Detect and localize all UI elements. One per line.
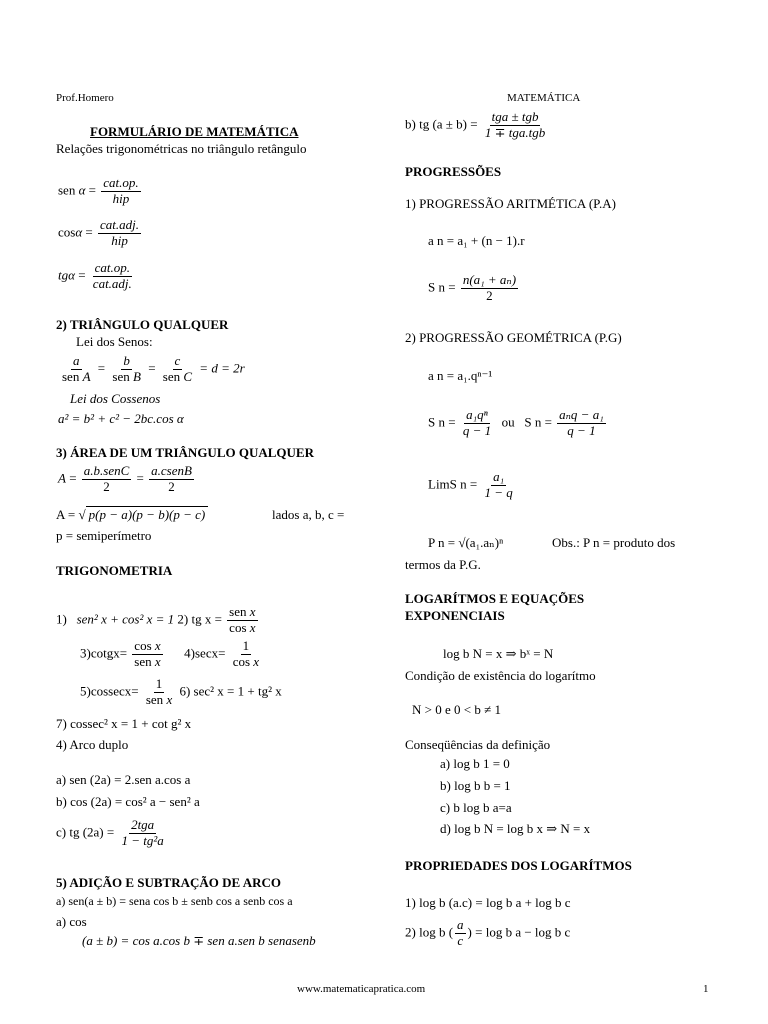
adicao-a: a) sen(a ± b) = sena cos b ± senb cos a senb cos a	[56, 894, 293, 908]
lados-label: lados a, b, c =	[272, 507, 345, 522]
pg-an: a n = a₁.qⁿ⁻¹	[428, 368, 493, 383]
subtitle: Relações trigonométricas no triângulo retângulo	[56, 141, 307, 156]
log-definition: log b N = x ⇒ bˣ = N	[443, 646, 554, 661]
pg-pn: P n = √(a₁.aₙ)ⁿ	[428, 535, 504, 550]
propriedades-title: PROPRIEDADES DOS LOGARÍTMOS	[405, 858, 632, 873]
log-title-2: EXPONENCIAIS	[405, 608, 505, 623]
section-3-title: 3) ÁREA DE UM TRIÂNGULO QUALQUER	[56, 445, 314, 460]
lei-senos-formula: $\frac{a}{\text{sen A}}$ = $\frac{b}{\text{sen B}}$ = $\frac{c}{\text{sen C}}$ = d = 2r	[62, 353, 245, 384]
pa-title: 1) PROGRESSÃO ARITMÉTICA (P.A)	[405, 196, 616, 211]
author: Prof.Homero	[56, 92, 114, 104]
heron-formula: A = √ p(p − a)(p − b)(p − c)	[56, 507, 208, 523]
area-formula: A = $\frac{\text{a.b.senC}}{2}$ = $\frac{\text{a.csenB}}{2}$	[58, 463, 192, 494]
section-5-title: 5) ADIÇÃO E SUBTRAÇÃO DE ARCO	[56, 875, 281, 890]
tg-formula: tgα = $\frac{\text{cat.op.}}{\text{cat.adj.}}$	[58, 260, 132, 291]
cos-formula: cosα = $\frac{\text{cat.adj.}}{\text{hip}}$	[58, 217, 140, 248]
sen-formula: sen α = $\frac{\text{cat.op.}}{\text{hip}}$	[58, 175, 139, 206]
trig-1: 1) sen² x + cos² x = 1 2) tg x = $\frac{\text{sen x}}{\text{cos x}}$	[56, 604, 256, 635]
trig-7: 7) cossec² x = 1 + cot g² x	[56, 716, 192, 731]
consequencia-d: d) log b N = log b x ⇒ N = x	[440, 821, 591, 836]
adicao-a2-label: a) cos	[56, 914, 87, 929]
pg-obs: Obs.: P n = produto dos	[552, 535, 676, 550]
pg-title: 2) PROGRESSÃO GEOMÉTRICA (P.G)	[405, 330, 622, 345]
consequencia-a: a) log b 1 = 0	[440, 756, 510, 771]
pg-sn: S n = $\frac{\text{a₁qⁿ}}{q - 1}$ ou S n = $\frac{\text{aₙq − a₁}}{q - 1}$	[428, 407, 604, 438]
pg-lim: LimS n = $\frac{\text{a₁}}{1 - q}$	[428, 469, 513, 500]
propriedade-1: 1) log b (a.c) = log b a + log b c	[405, 895, 571, 910]
log-condition-title: Condição de existência do logarítmo	[405, 668, 596, 683]
arco-duplo-b: b) cos (2a) = cos² a − sen² a	[56, 794, 200, 809]
pa-an: a n = a₁ + (n − 1).r	[428, 233, 525, 248]
pa-sn: S n = $\frac{\text{n(a₁ + aₙ)}}{2}$	[428, 272, 517, 303]
trig-5-6: 5)cossecx= $\frac{1}{\text{sen x}}$ 6) sec² x = 1 + tg² x	[80, 676, 282, 707]
lei-cossenos-formula: a² = b² + c² − 2bc.cos α	[58, 411, 184, 426]
pg-obs-2: termos da P.G.	[405, 557, 481, 572]
subject: MATEMÁTICA	[507, 92, 581, 104]
consequencia-c: c) b log b a=a	[440, 800, 512, 815]
log-condition: N > 0 e 0 < b ≠ 1	[412, 702, 501, 717]
trig-3-4: 3)cotgx= $\frac{\text{cos x}}{\text{sen x}}$ 4)secx= $\frac{1}{\text{cos x}}$	[80, 638, 260, 669]
lei-senos-label: Lei dos Senos:	[76, 334, 153, 349]
trig-title: TRIGONOMETRIA	[56, 563, 173, 578]
arco-duplo-label: 4) Arco duplo	[56, 737, 129, 752]
consequencia-b: b) log b b = 1	[440, 778, 511, 793]
lei-cossenos-label: Lei dos Cossenos	[70, 391, 161, 406]
arco-duplo-c: c) tg (2a) = $\frac{\text{2tga}}{\text{1 − tg²a}}$	[56, 817, 164, 848]
main-title: FORMULÁRIO DE MATEMÁTICA	[90, 124, 299, 139]
page-number: 1	[703, 983, 709, 995]
progressoes-title: PROGRESSÕES	[405, 164, 502, 179]
semiperimetro-label: p = semiperímetro	[56, 528, 152, 543]
arco-duplo-a: a) sen (2a) = 2.sen a.cos a	[56, 772, 191, 787]
section-2-title: 2) TRIÂNGULO QUALQUER	[56, 317, 229, 332]
log-title-1: LOGARÍTMOS E EQUAÇÕES	[405, 591, 585, 606]
propriedade-2: 2) log b ( $\frac{a}{c}$ ) = log b a − log b c	[405, 917, 571, 948]
footer-site: www.matematicapratica.com	[297, 983, 426, 995]
adicao-a2-formula: (a ± b) = cos a.cos b ∓ sen a.sen b senasenb	[82, 933, 316, 948]
tg-sum-formula: b) tg (a ± b) = $\frac{\text{tga ± tgb}}{\text{1 ∓ tga.tgb}}$	[405, 109, 546, 140]
consequencias-label: Conseqüências da definição	[405, 737, 551, 752]
